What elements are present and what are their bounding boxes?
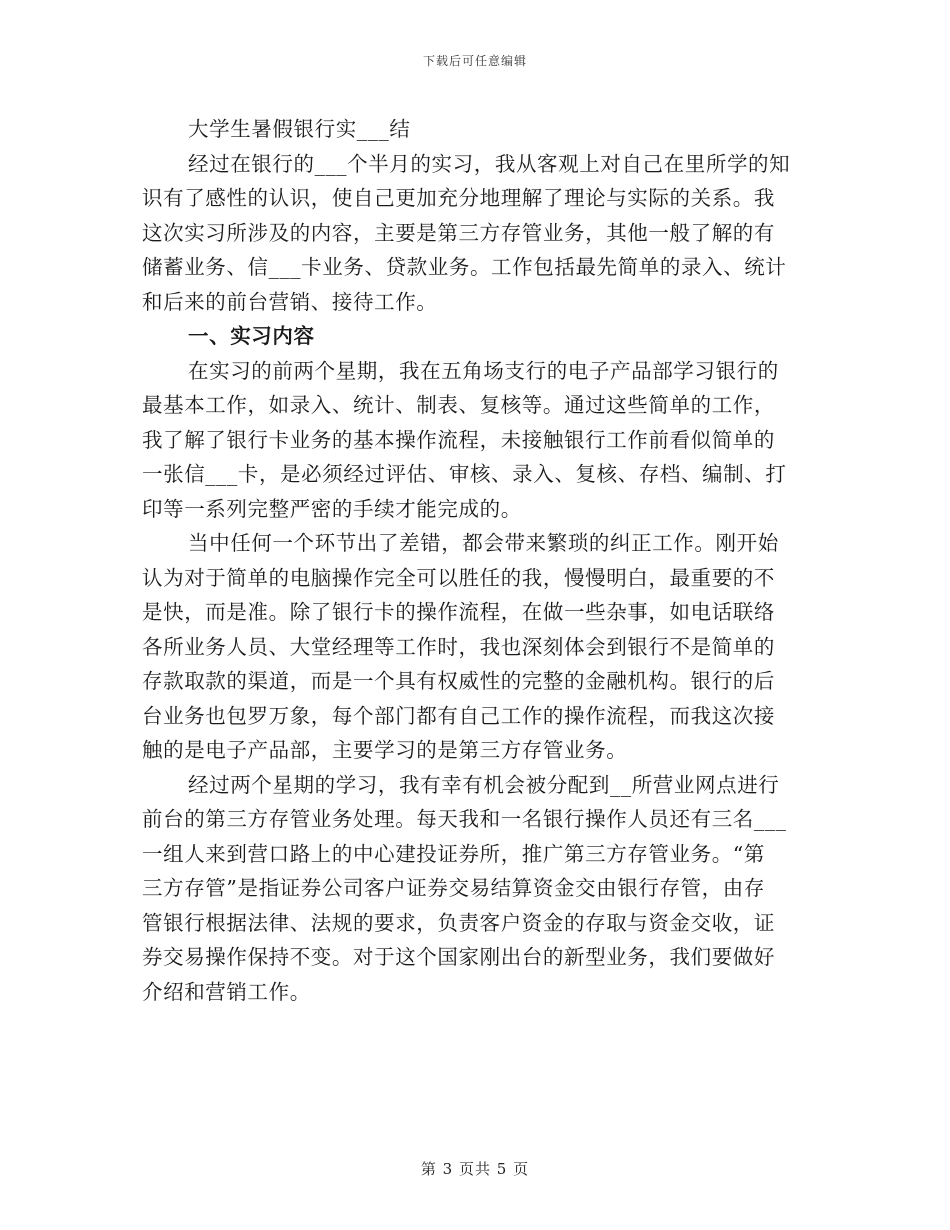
paragraph-line: 这次实习所涉及的内容，主要是第三方存管业务，其他一般了解的有	[142, 220, 775, 245]
paragraph-line: 当中任何一个环节出了差错，都会带来繁琐的纠正工作。刚开始	[188, 531, 779, 555]
document-body	[142, 112, 802, 1009]
paragraph-line: 在实习的前两个星期，我在五角场支行的电子产品部学习银行的	[188, 358, 779, 383]
paragraph-line: 各所业务人员、大堂经理等工作时，我也深刻体会到银行不是简单的	[142, 634, 775, 659]
paragraph-line: 前台的第三方存管业务处理。每天我和一名银行操作人员还有三名___	[142, 807, 787, 831]
paragraph-line: 券交易操作保持不变。对于这个国家刚出台的新型业务，我们要做好	[142, 945, 775, 969]
paragraph-line: 认为对于简单的电脑操作完全可以胜任的我，慢慢明白，最重要的不	[142, 565, 775, 590]
paragraph-line: 经过在银行的___个半月的实习，我从客观上对自己在里所学的知	[188, 151, 791, 176]
page-header: 下载后可任意编辑	[422, 54, 527, 68]
paragraph-line: 印等一系列完整严密的手续才能完成的。	[142, 496, 522, 521]
paragraph-line: 和后来的前台营销、接待工作。	[142, 289, 438, 314]
section-heading: 一、实习内容	[188, 324, 315, 348]
paragraph-line: 经过两个星期的学习，我有幸有机会被分配到__所营业网点进行	[188, 772, 780, 797]
page-footer: 第 3 页共 5 页	[420, 1160, 530, 1178]
paragraph-line: 触的是电子产品部，主要学习的是第三方存管业务。	[142, 738, 628, 762]
document-title: 大学生暑假银行实___结	[188, 117, 411, 141]
paragraph-line: 一张信___卡，是必须经过评估、审核、录入、复核、存档、编制、打	[142, 462, 787, 486]
paragraph-line: 识有了感性的认识，使自己更加充分地理解了理论与实际的关系。我	[142, 186, 775, 210]
paragraph-line: 最基本工作，如录入、统计、制表、复核等。通过这些简单的工作，	[142, 393, 775, 417]
paragraph-line: 一组人来到营口路上的中心建投证券所，推广第三方存管业务。“第	[142, 841, 765, 866]
paragraph-line: 台业务也包罗万象，每个部门都有自己工作的操作流程，而我这次接	[142, 703, 775, 728]
paragraph-line: 是快，而是准。除了银行卡的操作流程，在做一些杂事，如电话联络	[142, 600, 775, 624]
paragraph-line: 三方存管”是指证券公司客户证券交易结算资金交由银行存管，由存	[142, 876, 765, 900]
paragraph-line: 介绍和营销工作。	[142, 979, 311, 1004]
paragraph-line: 存款取款的渠道，而是一个具有权威性的完整的金融机构。银行的后	[142, 669, 775, 693]
paragraph-line: 我了解了银行卡业务的基本操作流程，未接触银行工作前看似简单的	[142, 427, 775, 452]
paragraph-line: 管银行根据法律、法规的要求，负责客户资金的存取与资金交收，证	[142, 910, 775, 935]
paragraph-line: 储蓄业务、信___卡业务、贷款业务。工作包括最先简单的录入、统计	[142, 255, 787, 279]
